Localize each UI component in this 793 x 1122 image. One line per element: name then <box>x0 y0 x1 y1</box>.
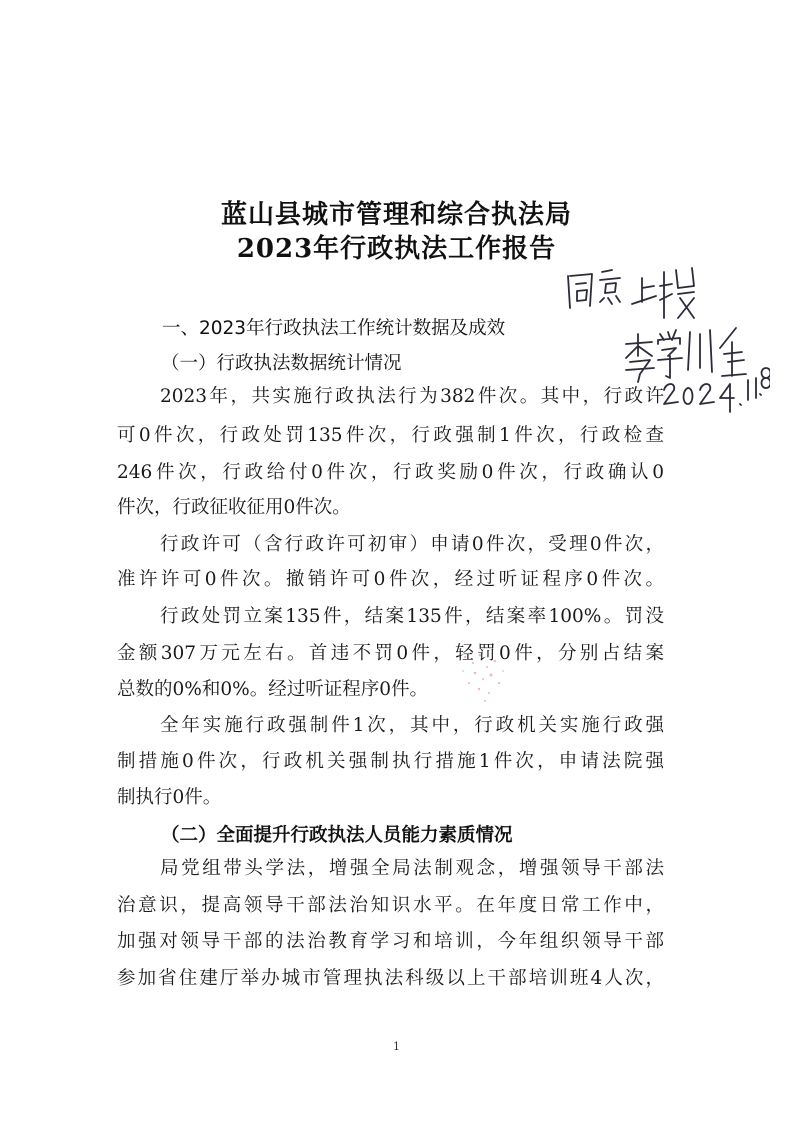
paragraph-line: 246件次，行政给付0件次，行政奖励0件次，行政确认0 <box>117 462 664 483</box>
paragraph-line: 制执行0件。 <box>117 787 222 808</box>
paragraph-line: 行政许可（含行政许可初审）申请0件次，受理0件次， <box>160 534 664 555</box>
paragraph-line: 治意识，提高领导干部法治知识水平。在年度日常工作中， <box>117 895 664 916</box>
subsection1-heading: （一）行政执法数据统计情况 <box>161 353 402 374</box>
page-number: 1 <box>393 1040 400 1053</box>
document-title-line1: 蓝山县城市管理和综合执法局 <box>220 200 572 230</box>
paragraph-line: 可0件次，行政处罚135件次，行政强制1件次，行政检查 <box>117 425 664 446</box>
paragraph-line: 2023年，共实施行政执法行为382件次。其中，行政许 <box>160 386 664 407</box>
paragraph-line: 行政处罚立案135件，结案135件，结案率100%。罚没 <box>160 606 664 627</box>
paragraph-line: 金额307万元左右。首违不罚0件，轻罚0件，分别占结案 <box>117 643 664 664</box>
paragraph-line: 准许许可0件次。撤销许可0件次，经过听证程序0件次。 <box>117 569 664 590</box>
stamp-smudge <box>445 645 535 715</box>
paragraph-line: 加强对领导干部的法治教育学习和培训，今年组织领导干部 <box>117 931 664 952</box>
paragraph-line: 总数的0%和0%。经过听证程序0件。 <box>117 679 428 700</box>
document-title-line2: 2023年行政执法工作报告 <box>236 234 557 264</box>
handwritten-signature <box>560 258 770 423</box>
subsection2-heading: （二）全面提升行政执法人员能力素质情况 <box>161 825 513 846</box>
paragraph-line: 局党组带头学法，增强全局法制观念，增强领导干部法 <box>160 858 664 879</box>
paragraph-line: 全年实施行政强制件1次，其中，行政机关实施行政强 <box>160 715 664 736</box>
paragraph-line: 参加省住建厅举办城市管理执法科级以上干部培训班4人次， <box>117 968 664 989</box>
paragraph-line: 制措施0件次，行政机关强制执行措施1件次，申请法院强 <box>117 751 664 772</box>
paragraph-line: 件次，行政征收征用0件次。 <box>117 497 351 518</box>
section1-heading: 一、2023年行政执法工作统计数据及成效 <box>162 318 506 339</box>
